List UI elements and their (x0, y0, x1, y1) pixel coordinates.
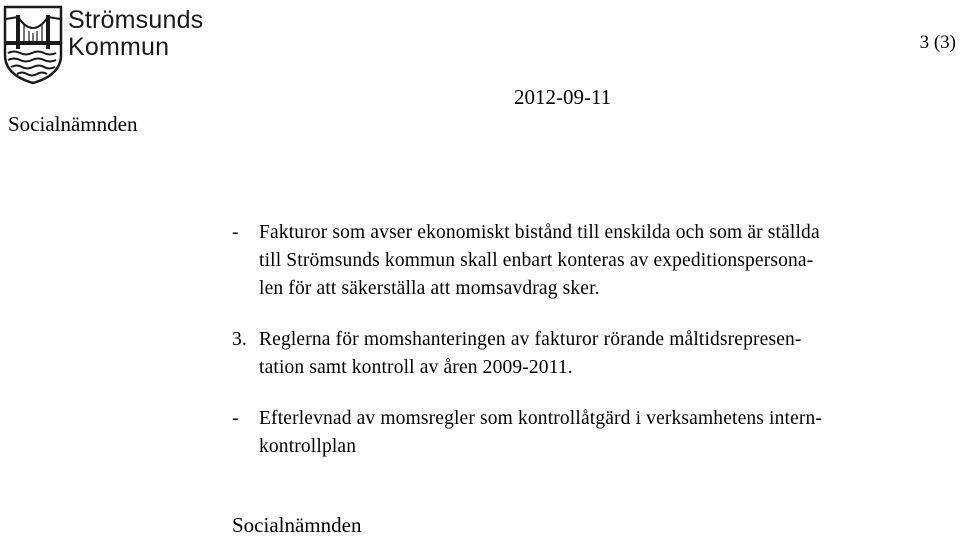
logo-name-line1: Strömsunds (68, 6, 204, 34)
numbered-item (232, 326, 952, 382)
document-date: 2012-09-11 (514, 85, 612, 109)
page-number: 3 (3) (919, 32, 956, 53)
bridge-emblem-icon (2, 5, 64, 85)
text-line: len för att säkerställa att momsavdrag sker. (259, 278, 600, 299)
department-name: Socialnämnden (8, 112, 138, 136)
text-line: Reglerna för momshanteringen av fakturor rörande måltidsrepresen- (259, 329, 802, 350)
logo-name-line2: Kommun (68, 33, 170, 61)
text-line: Efterlevnad av momsregler som kontrollåtgärd i verksamhetens intern- (259, 408, 823, 429)
list-item (232, 219, 952, 303)
list-item-text (259, 326, 952, 382)
text-line: kontrollplan (259, 436, 357, 457)
list-item-text (259, 405, 952, 461)
list-item-text (259, 219, 952, 303)
text-line: tation samt kontroll av åren 2009-2011. (259, 357, 573, 378)
list-marker: - (232, 408, 239, 429)
list-marker: - (232, 222, 239, 243)
text-line: till Strömsunds kommun skall enbart konteras av expeditionspersona- (259, 250, 814, 271)
list-item (232, 405, 952, 461)
text-line: Fakturor som avser ekonomiskt bistånd till enskilda och som är ställda (259, 222, 820, 243)
municipality-logo (2, 5, 204, 85)
list-marker: 3. (232, 329, 247, 350)
footer-signature: Socialnämnden (232, 513, 362, 537)
